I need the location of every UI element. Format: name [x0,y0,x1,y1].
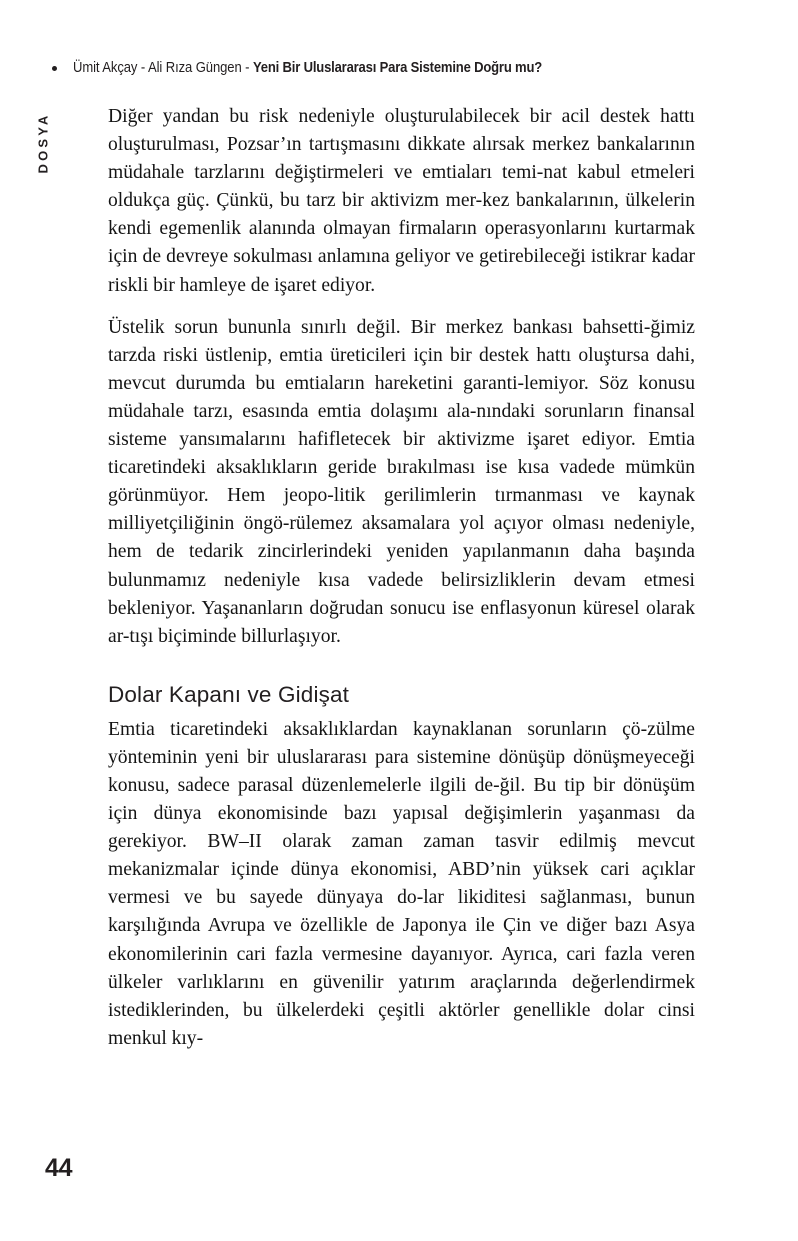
running-header-title: Yeni Bir Uluslararası Para Sistemine Doğru mu? [252,60,543,76]
paragraph: Emtia ticaretindeki aksaklıklardan kaynaklanan sorunların çö-zülme yönteminin yeni bir uluslararası para sistemine dönüşüp dönüşmeyeceği konusu, sadece parasal düzenlemelerle ilgili de-ğil. Bu tip bir dönüşüm için dünya ekonomisinde bazı yapısal değişimlerin yaşanması da gerekiyor. BW–II olarak zaman zaman tasvir edilmiş mevcut mekanizmalar içinde dünya ekonomisi, ABD’nin yüksek cari açıklar vermesi ve bu sayede dünyaya do-lar likiditesi sağlanması, bunun karşılığında Avrupa ve özellikle de Japonya ile Çin ve diğer bazı Asya ekonomilerinin cari fazla vermesine dayanıyor. Ayrıca, cari fazla veren ülkeler varlıklarını en güvenilir yatırım araçlarında değerlendirmek istediklerinden, bu ülkelerdeki çeşitli aktörler genellikle dolar cinsi menkul kıy- [108,718,695,1049]
page-number: 44 [45,1154,73,1182]
bullet-dot-icon [52,66,57,71]
section-tab-label: DOSYA [35,112,51,174]
paragraph: Diğer yandan bu risk nedeniyle oluşturulabilecek bir acil destek hattı oluşturulması, Pozsar’ın tartışmasını dikkate alırsak merkez bankalarının müdahale tarzlarını değiştirmeleri ve emtiaları temi-nat kabul etmeleri oldukça güç. Çünkü, bu tarz bir aktivizm mer-kez bankalarının, ülkelerin kendi egemenlik alanında olmayan firmaların operasyonlarını kurtarmak için de devreye sokulması anlamına geliyor ve getirebileceği istikrar kadar riskli bir hamleye de işaret ediyor. [108,106,695,296]
running-header-authors: Ümit Akçay - Ali Rıza Güngen [73,60,242,76]
section-tab [30,100,56,186]
running-header-text [73,60,542,76]
section-heading: Dolar Kapanı ve Gidişat [108,681,350,707]
text-column [108,103,695,1053]
running-header-separator: - [241,60,253,76]
running-header [52,60,712,76]
paragraph: Üstelik sorun bununla sınırlı değil. Bir merkez bankası bahsetti-ğimiz tarzda riski üstlenip, emtia üreticileri için bir destek hattı oluştursa dahi, mevcut durumda bu emtiaların hareketini garanti-lemiyor. Söz konusu müdahale tarzı, esasında emtia dolaşımı ala-nındaki sorunların finansal sisteme yansımalarını hafifletecek bir aktivizme işaret ediyor. Emtia ticaretindeki aksaklıkların geride bırakılması ise kısa vadede mümkün görünmüyor. Hem jeopo-litik gerilimlerin tırmanması ve kaynak milliyetçiliğinin öngö-rülemez aksamalara yol açıyor olması nedeniyle, hem de tedarik zincirlerindeki yeniden yapılanmanın daha başında bulunmamız nedeniyle kısa vadede belirsizliklerin devam etmesi bekleniyor. Yaşananların doğrudan sonucu ise enflasyonun küresel olarak ar-tışı biçiminde billurlaşıyor. [108,316,695,647]
